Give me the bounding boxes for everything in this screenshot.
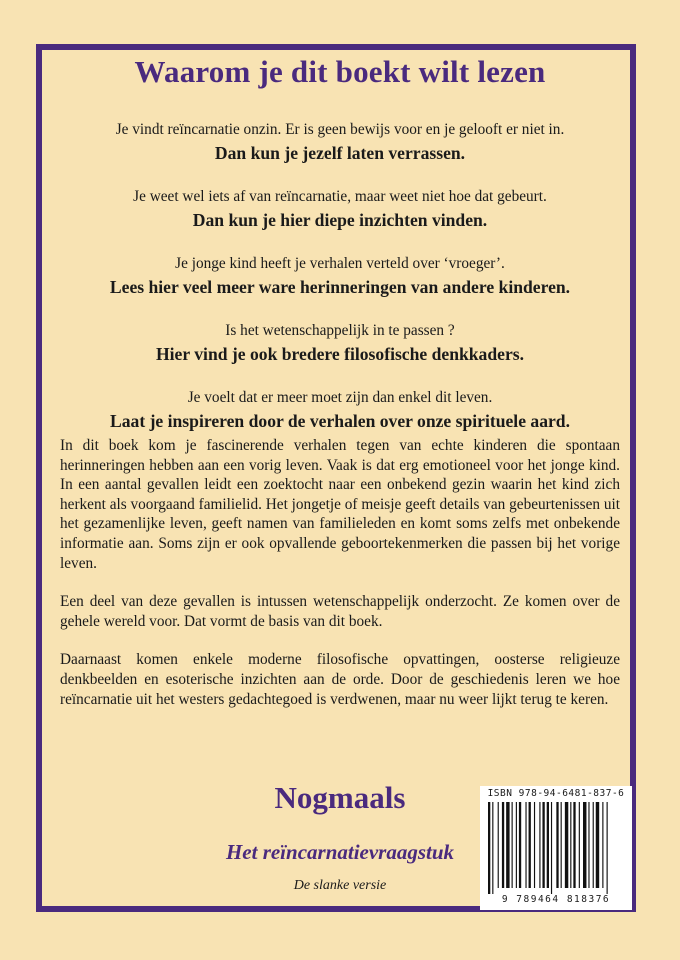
body-paragraph: Daarnaast komen enkele moderne filosofische opvattingen, oosterse religieuze denkbeelden en esoterische inzichten aan de orde. Door de geschiedenis leren we hoe reïncarnatie uit het westers gedachtegoed is verdwenen, maar nu weer lijkt terug te keren. [60,651,620,708]
book-subtitle: Het reïncarnatievraagstuk [225,840,455,864]
statement-list [44,120,636,455]
statement-item [44,120,636,165]
statement-lead: Je vindt reïncarnatie onzin. Er is geen bewijs voor en je gelooft er niet in. [115,121,565,138]
statement-lead: Je weet wel iets af van reïncarnatie, maar weet niet hoe dat gebeurt. [133,188,547,205]
statement-item [44,388,636,433]
page-title: Waarom je dit boekt wilt lezen [134,54,546,89]
statement-item [44,321,636,366]
body-paragraph: Een deel van deze gevallen is intussen wetenschappelijk onderzocht. Ze komen over de gehele wereld voor. Dat vormt de basis van dit boek. [60,593,620,630]
book-title: Nogmaals [274,780,406,815]
statement-answer: Lees hier veel meer ware herinneringen van andere kinderen. [109,277,571,297]
book-edition: De slanke versie [293,878,387,893]
blurb-body [60,436,620,728]
statement-item [44,187,636,232]
statement-item [44,254,636,299]
statement-answer: Dan kun je jezelf laten verrassen. [214,143,466,163]
statement-answer: Laat je inspireren door de verhalen over onze spirituele aard. [109,411,570,431]
statement-lead: Is het wetenschappelijk in te passen ? [225,322,455,339]
statement-answer: Hier vind je ook bredere filosofische denkkaders. [155,344,524,364]
statement-lead: Je voelt dat er meer moet zijn dan enkel dit leven. [187,389,493,406]
barcode-digits: 9 789464 818376 [501,894,611,905]
barcode-bars [486,802,626,894]
statement-answer: Dan kun je hier diepe inzichten vinden. [192,210,488,230]
statement-lead: Je jonge kind heeft je verhalen verteld over ‘vroeger’. [175,255,505,272]
isbn-label: ISBN 978-94-6481-837-6 [487,788,625,799]
body-paragraph: In dit boek kom je fascinerende verhalen tegen van echte kinderen die spontaan herinneringen hebben aan een vorig leven. Vaak is dat erg emotioneel voor het jonge kind. In een aantal gevallen leidt een zoektocht naar een onbekend gezin waarin het kind zich herkent als voorgaand familielid. Het jongetje of meisje geeft details van gebeurtenissen uit het gezamenlijke leven, geeft namen van familieleden en komt soms zelfs met onbekende informatie aan. Soms zijn er ook opvallende geboortekenmerken die passen bij het vorige leven. [60,437,621,572]
isbn-barcode [480,786,632,910]
